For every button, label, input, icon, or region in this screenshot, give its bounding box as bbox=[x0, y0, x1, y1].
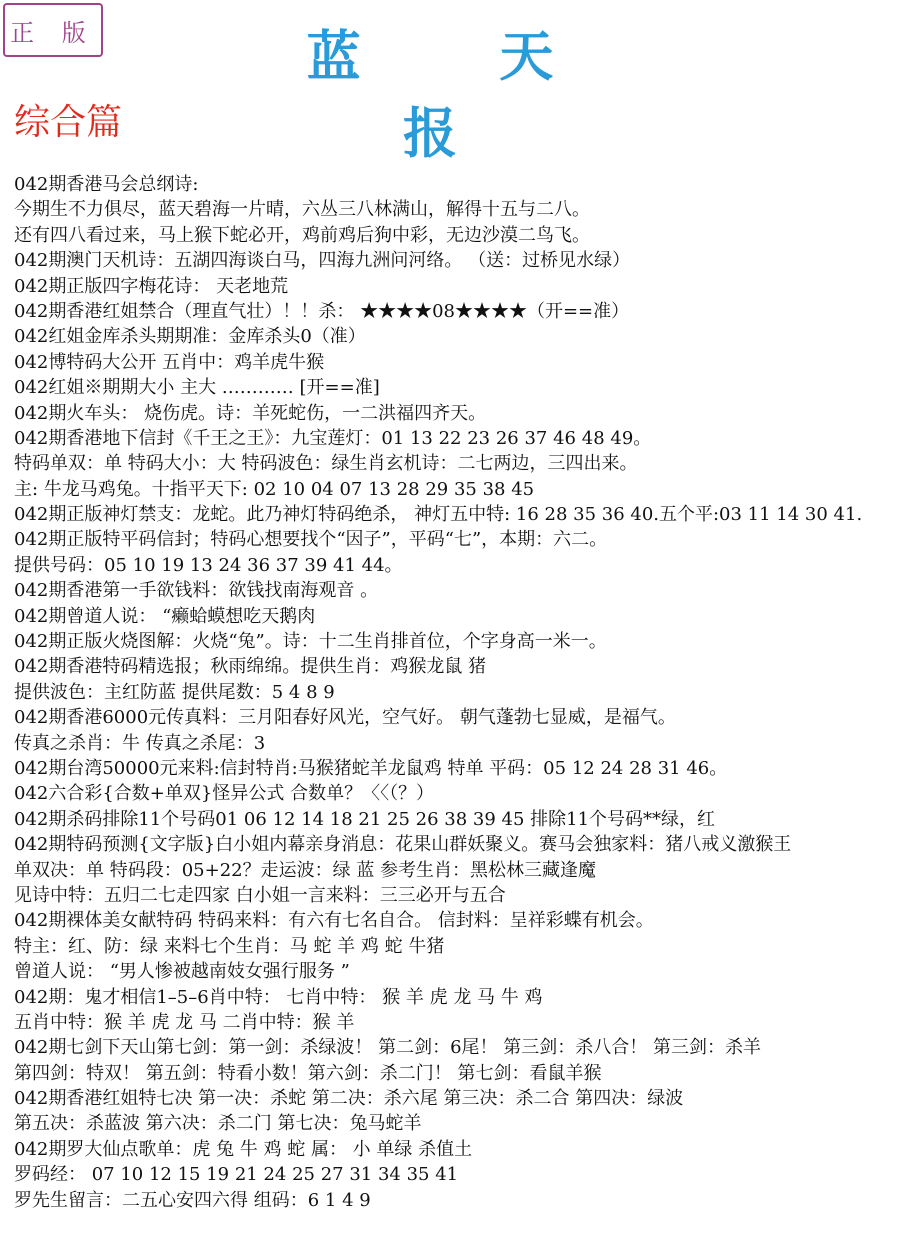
text-line: 042红姐※期期大小 主大 ………… [开==准] bbox=[14, 377, 380, 399]
text-line: 罗码经： 07 10 12 15 19 21 24 25 27 31 34 35 41 bbox=[14, 1164, 459, 1186]
text-line: 042期罗大仙点歌单：虎 兔 牛 鸡 蛇 属： 小 单绿 杀值土 bbox=[14, 1138, 473, 1160]
text-line: 第四剑：特双！ 第五剑：特看小数！第六剑：杀二门！ 第七剑：看鼠羊猴 bbox=[14, 1062, 602, 1084]
text-line: 单双决：单 特码段：05+22？走运波：绿 蓝 参考生肖：黑松林三藏逢魔 bbox=[14, 859, 597, 881]
edition-stamp: 正 版 bbox=[3, 3, 103, 57]
text-line: 提供号码：05 10 19 13 24 36 37 39 41 44。 bbox=[14, 554, 403, 576]
text-line: 042期澳门天机诗：五湖四海谈白马，四海九洲问河络。 （送：过桥见水绿） bbox=[14, 250, 631, 272]
text-line: 042期正版四字梅花诗： 天老地荒 bbox=[14, 275, 289, 297]
text-line: 042期正版火烧图解：火烧“兔”。诗：十二生肖排首位，个字身高一米一。 bbox=[14, 631, 607, 653]
text-line: 今期生不力俱尽，蓝天碧海一片晴，六丛三八林满山，解得十五与二八。 bbox=[14, 199, 590, 221]
text-line: 042期香港地下信封《千王之王》：九宝莲灯：01 13 22 23 26 37 46 48 49。 bbox=[14, 427, 652, 449]
text-line: 还有四八看过来，马上猴下蛇必开，鸡前鸡后狗中彩，无边沙漠二鸟飞。 bbox=[14, 224, 590, 246]
text-line: 042期特码预测{文字版}白小姐内幕亲身消息：花果山群妖聚义。赛马会独家料：猪八戒义激猴王 bbox=[14, 834, 792, 856]
text-line: 传真之杀肖：牛 传真之杀尾：3 bbox=[14, 732, 266, 754]
text-line: 042期七剑下天山第七剑：第一剑：杀绿波！ 第二剑：6尾！ 第三剑：杀八合！ 第三剑：杀羊 bbox=[14, 1037, 761, 1059]
text-line: 042期正版特平码信封；特码心想要找个“因子”，平码“七”，本期：六二。 bbox=[14, 529, 608, 551]
text-line: 042期香港红姐特七决 第一决：杀蛇 第二决：杀六尾 第三决：杀二合 第四决：绿波 bbox=[14, 1088, 684, 1110]
text-line: 042红姐金库杀头期期准：金库杀头0（准） bbox=[14, 326, 366, 348]
text-line: 042期香港红姐禁合（理直气壮）！！杀： ★★★★08★★★★（开==准） bbox=[14, 300, 630, 322]
text-line: 042期曾道人说： “癞蛤蟆想吃天鹅肉 bbox=[14, 605, 316, 627]
text-line: 五肖中特：猴 羊 虎 龙 马 二肖中特：猴 羊 bbox=[14, 1011, 355, 1033]
text-line: 042期火车头： 烧伤虎。诗：羊死蛇伤，一二洪福四齐天。 bbox=[14, 402, 487, 424]
section-heading: 综合篇 bbox=[14, 102, 123, 143]
text-line: 042期正版神灯禁支：龙蛇。此乃神灯特码绝杀， 神灯五中特: 16 28 35 36 40.五个平:03 11 14 30 41. bbox=[14, 504, 863, 526]
text-line: 042博特码大公开 五肖中：鸡羊虎牛猴 bbox=[14, 351, 325, 373]
text-line: 曾道人说： “男人惨被越南妓女强行服务 ” bbox=[14, 961, 350, 983]
text-line: 罗先生留言：二五心安四六得 组码：6 1 4 9 bbox=[14, 1189, 371, 1211]
text-line: 主: 牛龙马鸡兔。十指平天下: 02 10 04 07 13 28 29 35 38 45 bbox=[14, 478, 535, 500]
text-line: 042期香港第一手欲钱料：欲钱找南海观音 。 bbox=[14, 580, 379, 602]
text-line: 提供波色：主红防蓝 提供尾数：5 4 8 9 bbox=[14, 681, 335, 703]
text-line: 见诗中特：五归二七走四家 白小姐一言来料：三三必开与五合 bbox=[14, 884, 506, 906]
text-line: 特主：红、防：绿 来料七个生肖：马 蛇 羊 鸡 蛇 牛猪 bbox=[14, 935, 445, 957]
text-line: 第五决：杀蓝波 第六决：杀二门 第七决：兔马蛇羊 bbox=[14, 1113, 422, 1135]
text-line: 042期香港6000元传真料：三月阳春好风光，空气好。 朝气蓬勃七显威，是福气。 bbox=[14, 707, 676, 729]
text-line: 042六合彩{合数+单双}怪异公式 合数单？〈〈（？） bbox=[14, 783, 435, 805]
text-line: 042期香港特码精选报；秋雨绵绵。提供生肖：鸡猴龙鼠 猪 bbox=[14, 656, 487, 678]
text-line: 特码单双：单 特码大小：大 特码波色：绿生肖玄机诗：二七两边，三四出来。 bbox=[14, 453, 638, 475]
page-title: 蓝 天 报 bbox=[306, 25, 614, 165]
text-line: 042期杀码排除11个号码01 06 12 14 18 21 25 26 38 39 45 排除11个号码**绿，红 bbox=[14, 808, 716, 830]
text-line: 042期：鬼才相信1–5–6肖中特： 七肖中特： 猴 羊 虎 龙 马 牛 鸡 bbox=[14, 986, 543, 1008]
text-line: 042期香港马会总纲诗: bbox=[14, 174, 199, 195]
text-line: 042期裸体美女献特码 特码来料：有六有七名自合。 信封料：呈祥彩蝶有机会。 bbox=[14, 910, 654, 932]
text-body bbox=[14, 172, 894, 1213]
text-line: 042期台湾50000元来料:信封特肖:马猴猪蛇羊龙鼠鸡 特单 平码：05 12 24 28 31 46。 bbox=[14, 757, 728, 779]
